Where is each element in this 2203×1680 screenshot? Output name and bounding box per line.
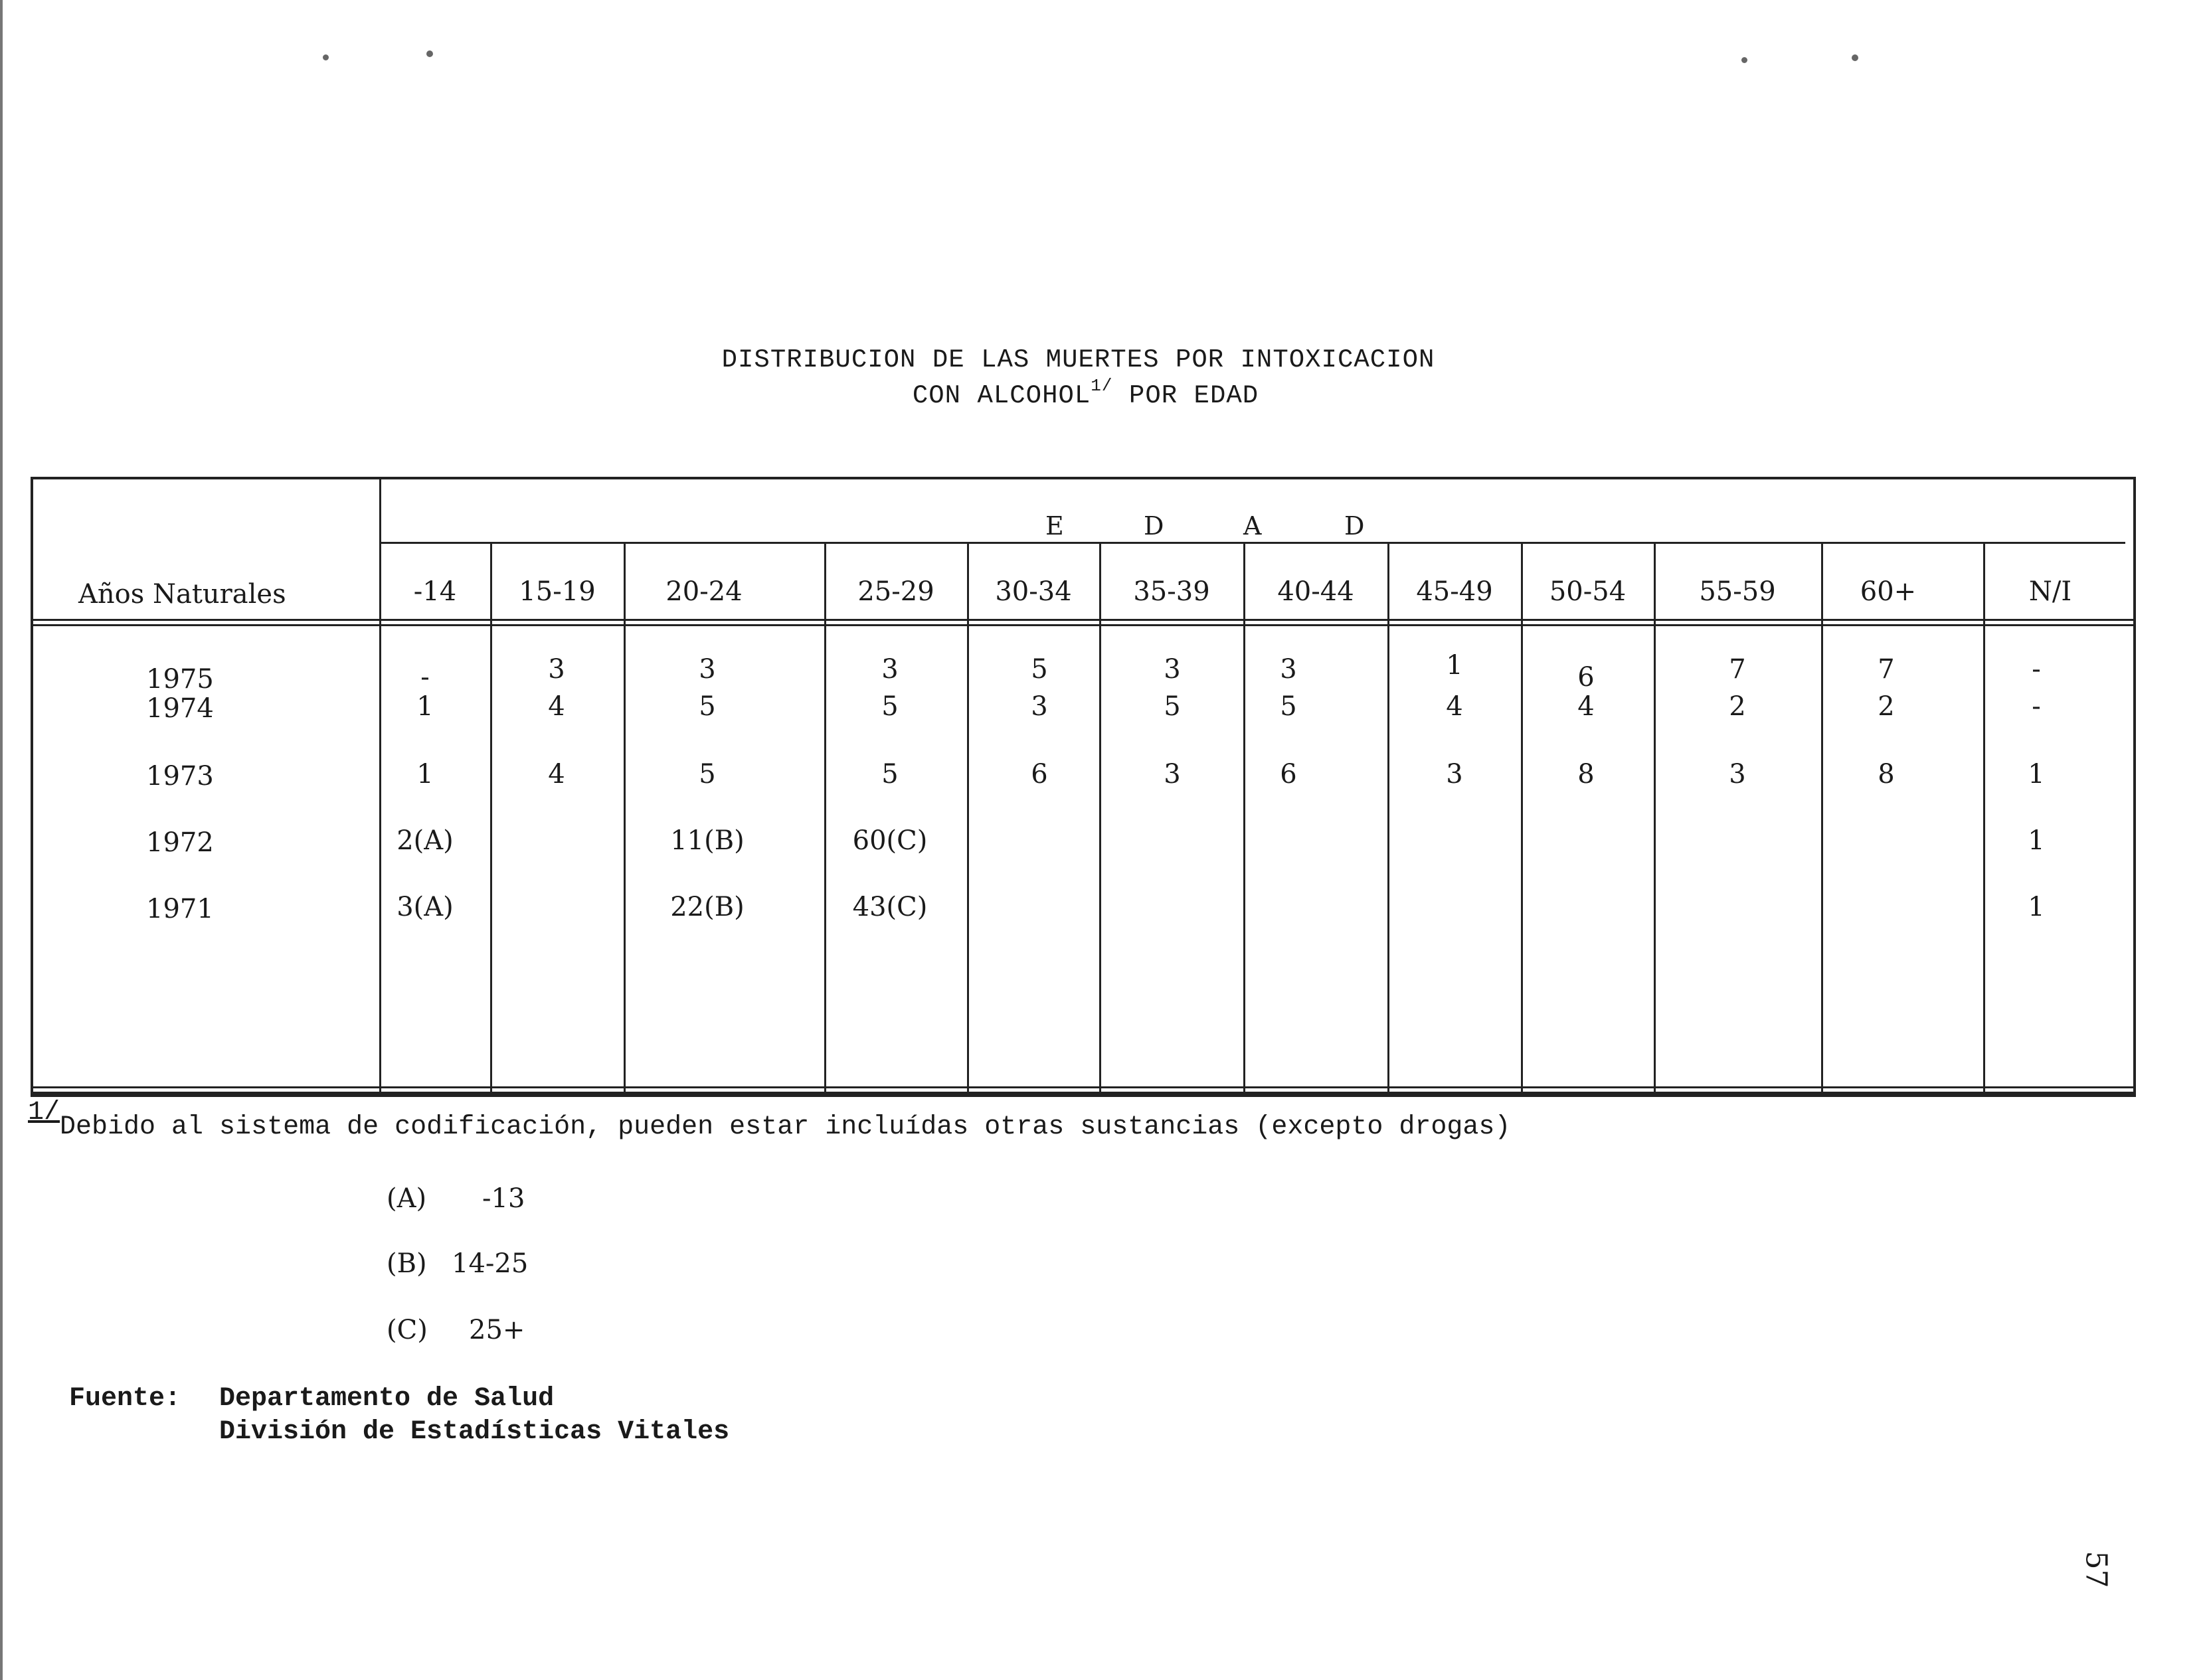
table-cell: 3 — [881, 654, 899, 685]
scan-speck — [1852, 54, 1858, 61]
footnote: 1/Debido al sistema de codificación, pueden estar incluídas otras sustancias (excepto drogas) — [28, 1098, 1511, 1142]
note-value: 14-25 — [452, 1248, 529, 1279]
table-cell: 5 — [1164, 691, 1181, 722]
edad-divider — [380, 542, 2125, 544]
column-header: 30-34 — [995, 576, 1072, 607]
group-header-letter: D — [1344, 511, 1365, 541]
table-cell: 1 — [2028, 759, 2045, 790]
table-cell: 3(A) — [397, 892, 454, 922]
group-header-letter: A — [1243, 511, 1262, 541]
column-header: 20-24 — [665, 576, 743, 607]
column-divider — [1821, 542, 1823, 1094]
column-divider — [624, 542, 626, 1094]
table-subtitle: CON $ALCOHOL^{1/}$ POR EDAD — [912, 376, 1259, 410]
column-divider — [1387, 542, 1389, 1094]
row-header: Años Naturales — [78, 579, 286, 610]
column-header: 40-44 — [1277, 576, 1354, 607]
table-cell: 5 — [699, 691, 716, 722]
table-cell: 3 — [1164, 759, 1181, 790]
row-year: 1972 — [146, 827, 214, 858]
note-label: (A) — [387, 1183, 427, 1214]
table-cell: 4 — [548, 691, 565, 722]
table-cell: 1 — [2028, 825, 2045, 856]
header-divider — [31, 619, 2136, 621]
note-value: 25+ — [469, 1315, 525, 1345]
column-header: 55-59 — [1699, 576, 1776, 607]
column-divider — [1654, 542, 1656, 1094]
table-cell: 4 — [1577, 691, 1595, 722]
column-divider — [1983, 542, 1985, 1094]
table-cell: - — [420, 662, 430, 693]
column-divider — [490, 542, 492, 1094]
column-header: -14 — [413, 576, 457, 607]
footnote-marker: 1/ — [1091, 376, 1113, 396]
column-divider — [967, 542, 969, 1094]
table-cell: 6 — [1577, 662, 1595, 693]
column-divider — [824, 542, 826, 1094]
table-cell: 4 — [1446, 691, 1463, 722]
table-cell: 1 — [1446, 650, 1463, 681]
source-line: División de Estadísticas Vitales — [219, 1417, 730, 1447]
table-cell: 1 — [416, 691, 434, 722]
table-cell: 5 — [881, 759, 899, 790]
column-header: 60+ — [1860, 576, 1917, 607]
row-year: 1974 — [146, 693, 214, 724]
table-cell: 5 — [1031, 654, 1048, 685]
table-cell: 3 — [1031, 691, 1048, 722]
row-year: 1973 — [146, 761, 214, 792]
row-year: 1971 — [146, 894, 214, 924]
page-number: 57 — [2079, 1551, 2113, 1588]
table-cell: 3 — [548, 654, 565, 685]
table-cell: 1 — [2028, 892, 2045, 922]
table-cell: 5 — [881, 691, 899, 722]
source-line: Departamento de Salud — [219, 1384, 555, 1414]
table-cell: 5 — [1280, 691, 1297, 722]
table-cell: 60(C) — [852, 825, 928, 856]
bottom-divider — [31, 1086, 2136, 1088]
column-header: 35-39 — [1133, 576, 1210, 607]
table-cell: 6 — [1031, 759, 1048, 790]
table-cell: 4 — [548, 759, 565, 790]
column-header: 25-29 — [857, 576, 934, 607]
table-title: DISTRIBUCION DE LAS MUERTES POR INTOXICACION — [721, 345, 1435, 375]
table-cell: - — [2032, 691, 2041, 722]
table-cell: 1 — [416, 759, 434, 790]
footnote-marker: 1/ — [28, 1098, 60, 1128]
note-label: (B) — [387, 1248, 427, 1279]
table-cell: 3 — [1446, 759, 1463, 790]
table-cell: 2(A) — [397, 825, 454, 856]
table-cell: 3 — [1729, 759, 1746, 790]
source-label: Fuente: — [69, 1384, 181, 1414]
group-header-letter: E — [1045, 511, 1064, 541]
scan-speck — [1741, 57, 1747, 63]
group-header-letter: D — [1144, 511, 1164, 541]
table-cell: 8 — [1577, 759, 1595, 790]
table-cell: 3 — [699, 654, 716, 685]
scan-speck — [426, 50, 433, 57]
table-cell: 7 — [1878, 654, 1895, 685]
table-cell: 43(C) — [852, 892, 928, 922]
table-cell: 3 — [1164, 654, 1181, 685]
column-header: 45-49 — [1416, 576, 1493, 607]
table-cell: 3 — [1280, 654, 1297, 685]
table-cell: 8 — [1878, 759, 1895, 790]
table-cell: 5 — [699, 759, 716, 790]
column-divider — [1521, 542, 1523, 1094]
column-header: 15-19 — [519, 576, 596, 607]
table-cell: 6 — [1280, 759, 1297, 790]
column-header: 50-54 — [1549, 576, 1627, 607]
page-edge — [0, 0, 3, 1680]
scan-speck — [323, 54, 329, 60]
column-divider — [1099, 542, 1101, 1094]
note-value: -13 — [482, 1183, 525, 1214]
table-cell: 2 — [1729, 691, 1746, 722]
table-cell: 2 — [1878, 691, 1895, 722]
column-divider — [1243, 542, 1245, 1094]
column-header: N/I — [2028, 576, 2072, 607]
table-cell: - — [2032, 654, 2041, 685]
note-label: (C) — [387, 1315, 428, 1345]
header-divider — [31, 624, 2136, 626]
table-cell: 7 — [1729, 654, 1746, 685]
table-cell: 22(B) — [670, 892, 745, 922]
table-cell: 11(B) — [670, 825, 745, 856]
row-year: 1975 — [146, 664, 214, 695]
